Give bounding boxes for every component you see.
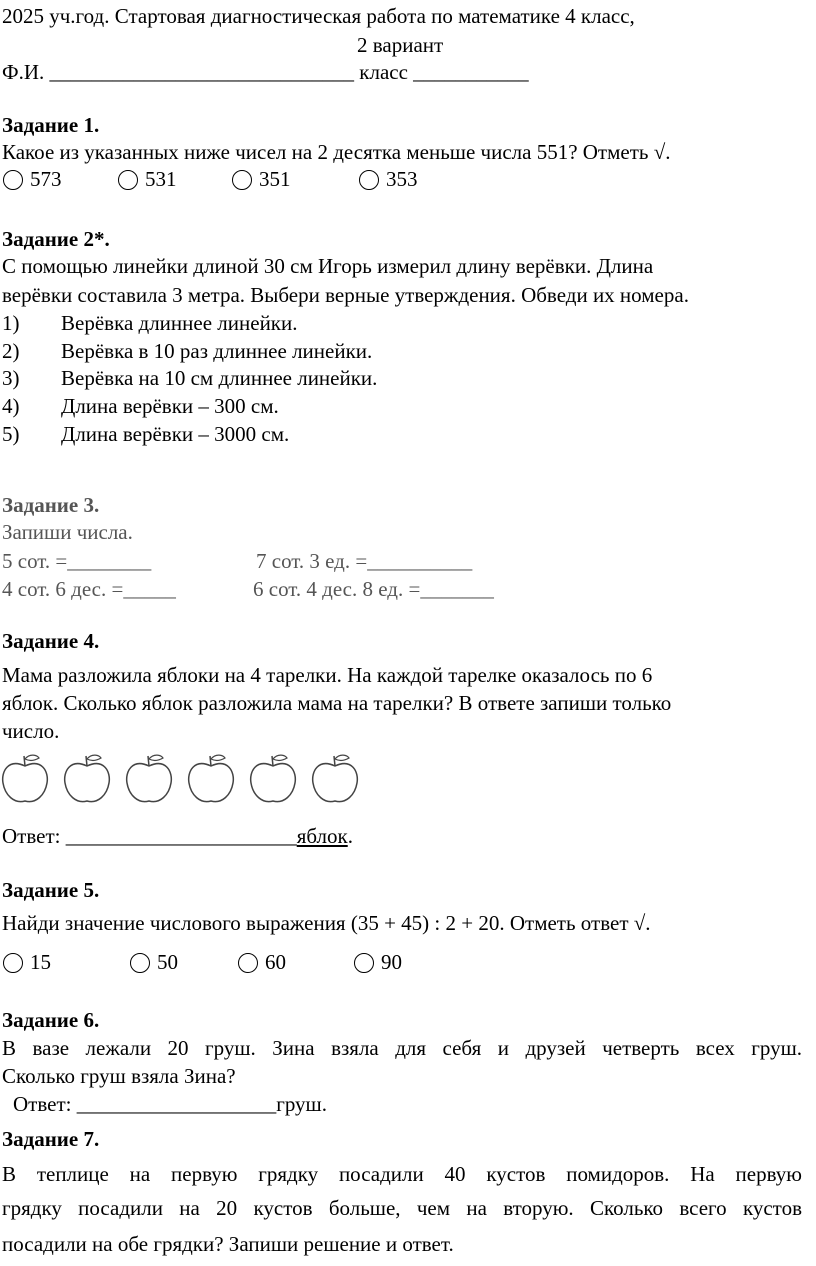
apples-row: [0, 750, 372, 806]
radio-circle-icon[interactable]: [3, 170, 23, 190]
task4-text-line3: число.: [2, 719, 60, 743]
task1-question: Какое из указанных ниже чисел на 2 десятка меньше числа 551? Отметь √.: [2, 140, 671, 164]
task3-title: Задание 3.: [2, 493, 100, 517]
task1-option-2[interactable]: 531: [118, 167, 177, 192]
task2-item-text: Верёвка в 10 раз длиннее линейки.: [61, 339, 373, 363]
task2-item-text: Длина верёвки – 300 см.: [61, 394, 279, 418]
answer-unit: яблок: [296, 824, 348, 848]
task1-option-4[interactable]: 353: [359, 167, 418, 192]
task1-option-1[interactable]: 573: [3, 167, 62, 192]
task2-item-number: 2): [2, 339, 20, 363]
radio-circle-icon[interactable]: [130, 953, 150, 973]
task7-text-line2: грядку посадили на 20 кустов больше, чем на вторую. Сколько всего кустов: [2, 1196, 802, 1220]
name-class-field: Ф.И. _____________________________ класс ___________: [2, 60, 529, 84]
task7-title: Задание 7.: [2, 1127, 100, 1151]
answer-period: .: [347, 824, 353, 848]
radio-circle-icon[interactable]: [118, 170, 138, 190]
task2-item-number: 1): [2, 311, 20, 335]
task6-text-line2: Сколько груш взяла Зина?: [2, 1064, 236, 1088]
radio-circle-icon[interactable]: [238, 953, 258, 973]
task3-row1-right: 7 сот. 3 ед. =__________: [256, 549, 473, 573]
apple-icon: [310, 750, 360, 806]
task7-text-line1: В теплице на первую грядку посадили 40 кустов помидоров. На первую: [2, 1162, 802, 1186]
radio-circle-icon[interactable]: [354, 953, 374, 973]
task2-item-text: Верёвка длиннее линейки.: [61, 311, 298, 335]
task5-option-2[interactable]: 50: [130, 950, 178, 975]
radio-circle-icon[interactable]: [359, 170, 379, 190]
task2-item-number: 5): [2, 422, 20, 446]
task5-title: Задание 5.: [2, 878, 100, 902]
task1-option-3[interactable]: 351: [232, 167, 291, 192]
task1-title: Задание 1.: [2, 113, 100, 137]
task2-text-line2: верёвки составила 3 метра. Выбери верные утверждения. Обведи их номера.: [2, 283, 689, 307]
task4-text-line2: яблок. Сколько яблок разложила мама на тарелки? В ответе запиши только: [2, 691, 672, 715]
apple-icon: [186, 750, 236, 806]
header-title: 2025 уч.год. Стартовая диагностическая работа по математике 4 класс,: [2, 4, 635, 28]
task3-row2-right: 6 сот. 4 дес. 8 ед. =_______: [253, 577, 494, 601]
task2-item-number: 4): [2, 394, 20, 418]
task5-option-3[interactable]: 60: [238, 950, 286, 975]
task5-question: Найди значение числового выражения (35 + 45) : 2 + 20. Отметь ответ √.: [2, 911, 651, 935]
task2-item-number: 3): [2, 366, 20, 390]
task4-title: Задание 4.: [2, 629, 100, 653]
task2-item-text: Верёвка на 10 см длиннее линейки.: [61, 366, 378, 390]
answer-label: Ответ:: [2, 824, 66, 848]
header-variant: 2 вариант: [357, 33, 444, 57]
apple-icon: [62, 750, 112, 806]
radio-circle-icon[interactable]: [3, 953, 23, 973]
apple-icon: [124, 750, 174, 806]
task4-answer-line: [2, 824, 353, 849]
task3-row1-left: 5 сот. =________: [2, 549, 152, 573]
task7-text-line3: посадили на обе грядки? Запиши решение и ответ.: [2, 1232, 454, 1256]
task2-text-line1: С помощью линейки длиной 30 см Игорь измерил длину верёвки. Длина: [2, 254, 654, 278]
answer-blank[interactable]: ___________________: [76, 1092, 277, 1116]
task2-title: Задание 2*.: [2, 227, 110, 251]
task6-answer-line: [13, 1092, 327, 1117]
apple-icon: [0, 750, 50, 806]
task6-title: Задание 6.: [2, 1008, 100, 1032]
task3-row2-left: 4 сот. 6 дес. =_____: [2, 577, 176, 601]
radio-circle-icon[interactable]: [232, 170, 252, 190]
answer-label: Ответ:: [13, 1092, 77, 1116]
task5-option-1[interactable]: 15: [3, 950, 51, 975]
task2-item-text: Длина верёвки – 3000 см.: [61, 422, 290, 446]
answer-blank[interactable]: ______________________: [65, 824, 297, 848]
apple-icon: [248, 750, 298, 806]
task5-option-4[interactable]: 90: [354, 950, 402, 975]
task4-text-line1: Мама разложила яблоки на 4 тарелки. На каждой тарелке оказалось по 6: [2, 663, 653, 687]
answer-unit: груш.: [276, 1092, 327, 1116]
task3-instruction: Запиши числа.: [2, 520, 133, 544]
task6-text-line1: В вазе лежали 20 груш. Зина взяла для себя и друзей четверть всех груш.: [2, 1036, 802, 1060]
